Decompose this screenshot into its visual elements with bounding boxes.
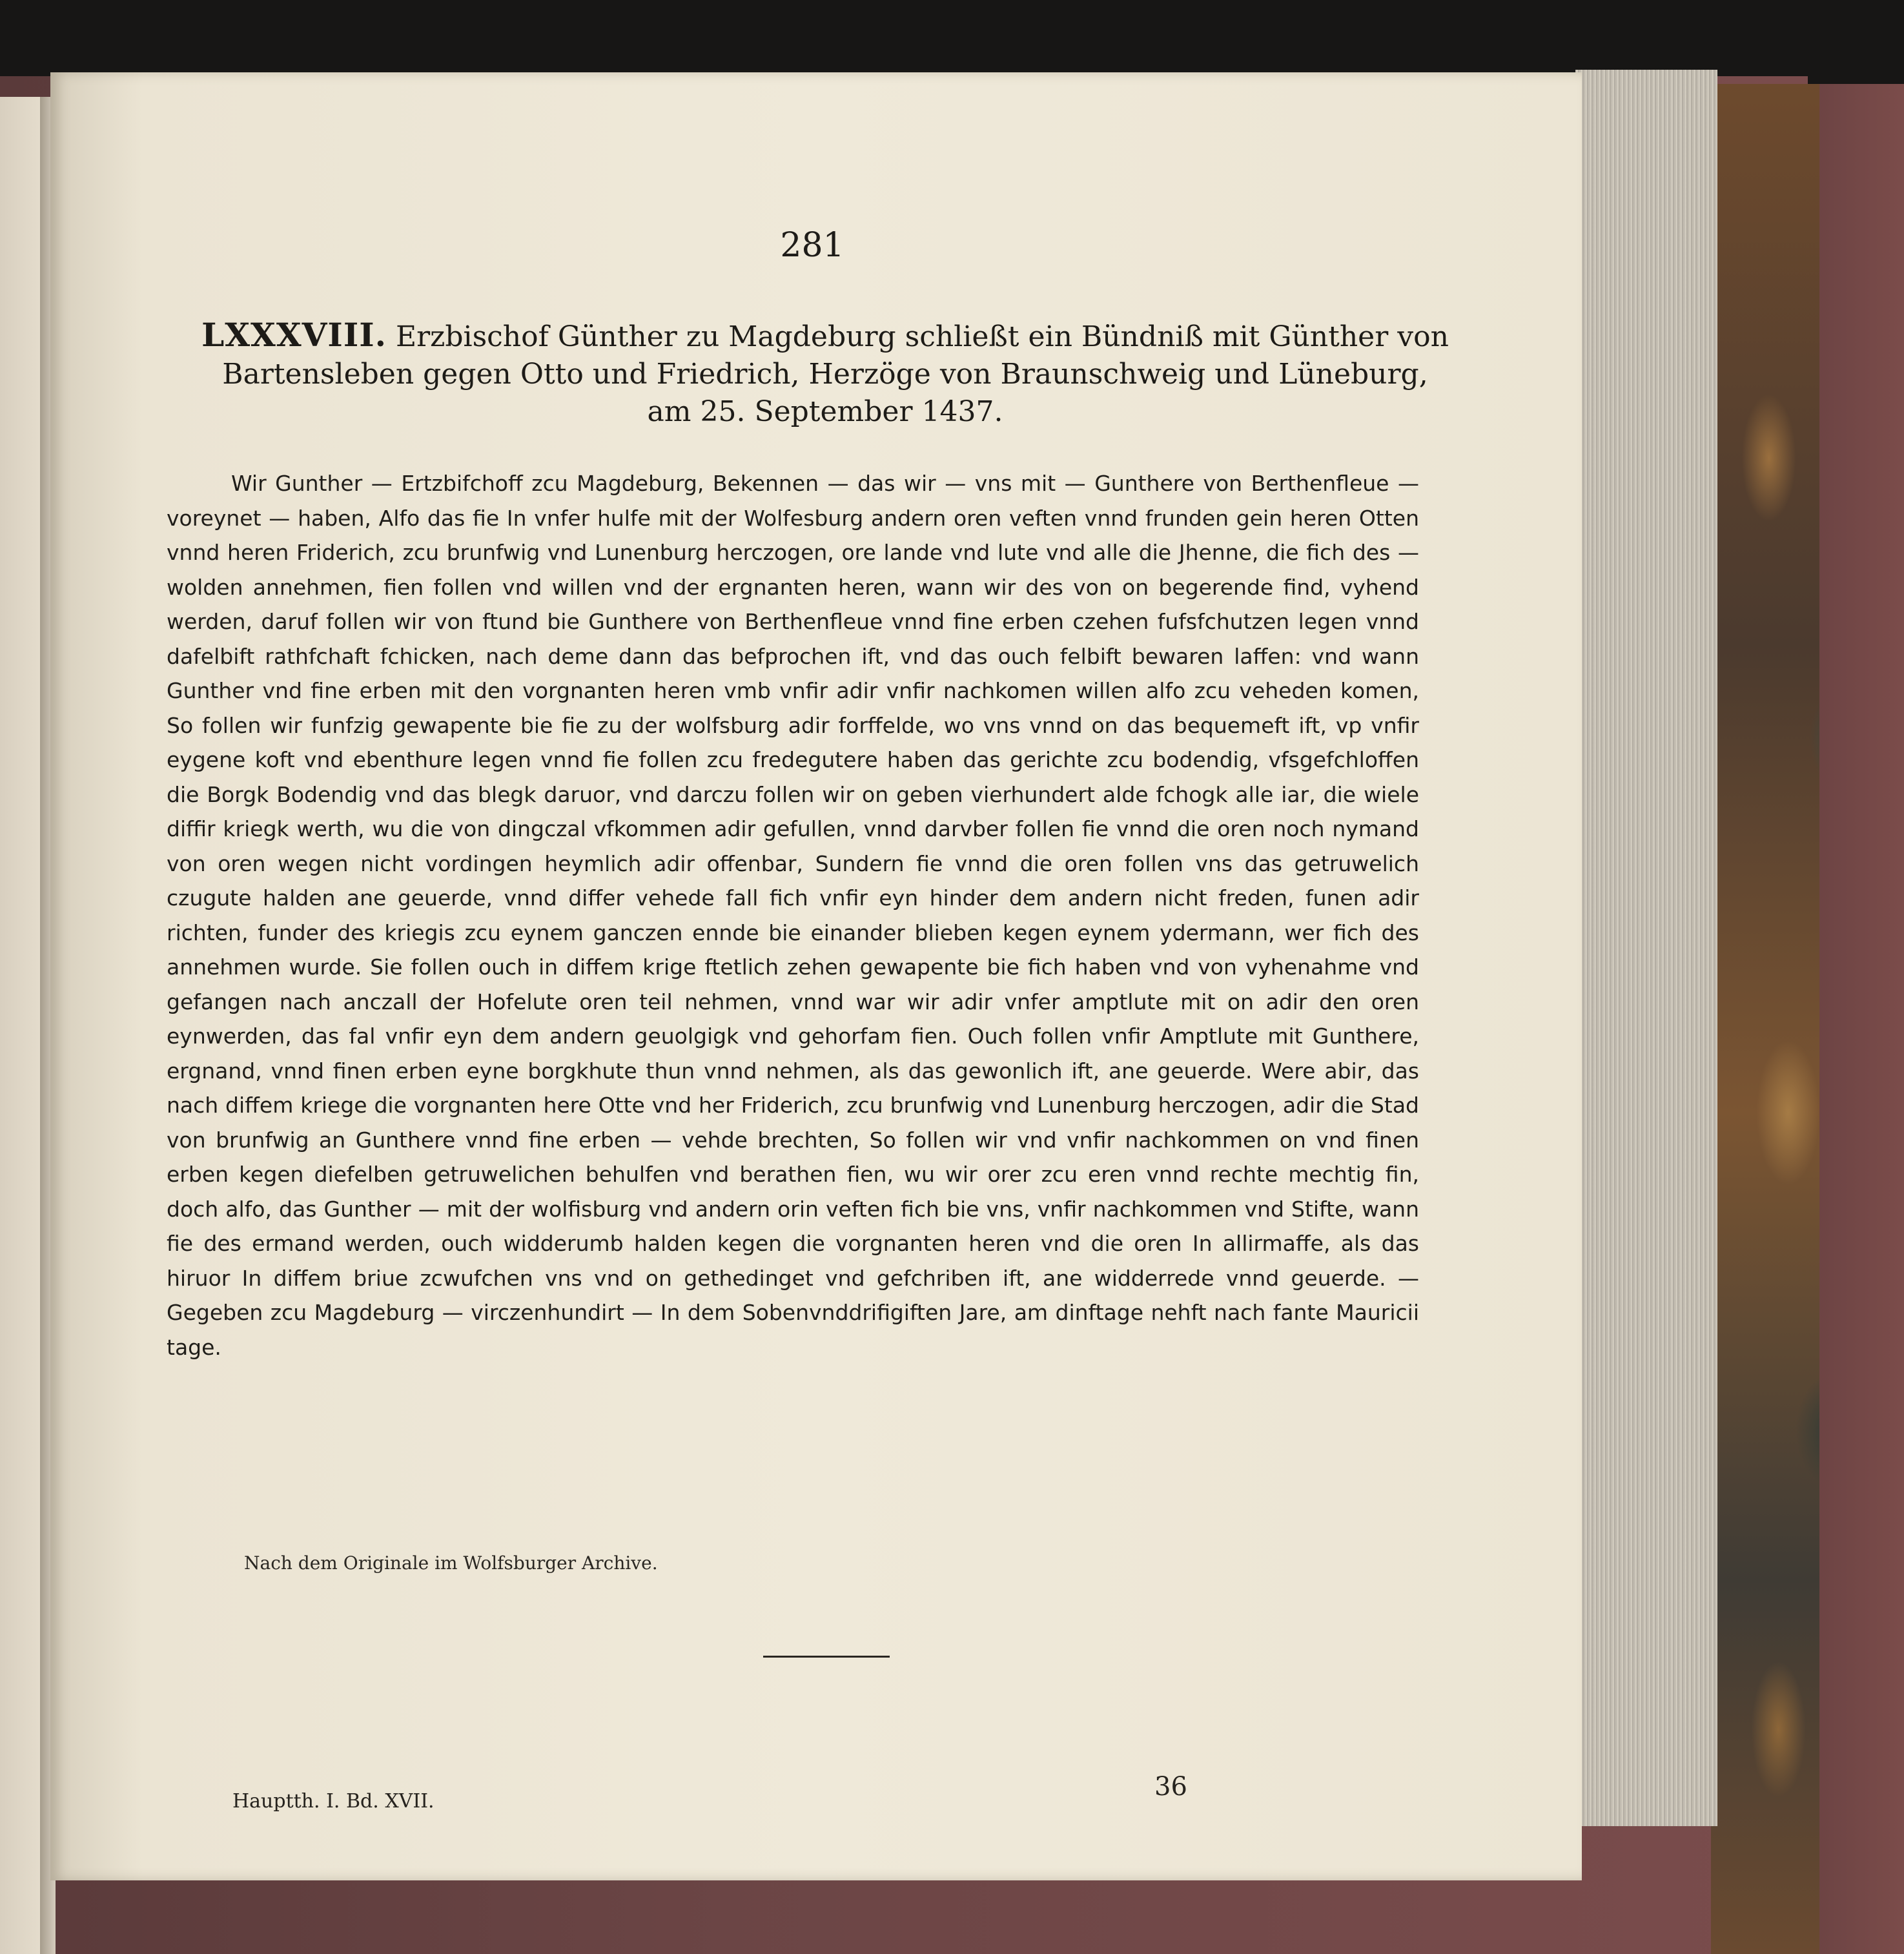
heading-number: LXXXVIII. — [201, 316, 387, 354]
document-heading — [179, 316, 1471, 431]
source-note: Nach dem Originale im Wolfsburger Archive. — [244, 1552, 658, 1574]
book-page — [50, 72, 1582, 1880]
page-number: 281 — [780, 226, 845, 265]
footer-volume: Hauptth. I. Bd. XVII. — [232, 1790, 435, 1813]
heading-line-1-text: Erzbischof Günther zu Magdeburg schließt ein Bündniß mit Günther von — [396, 320, 1449, 353]
heading-line-3: am 25. September 1437. — [647, 395, 1003, 428]
page-stack-edge — [1575, 70, 1717, 1826]
heading-line-1 — [179, 316, 1471, 356]
heading-line-2: Bartensleben gegen Otto und Friedrich, Herzöge von Braunschweig und Lüneburg, — [222, 358, 1428, 391]
divider-rule — [763, 1656, 890, 1658]
footer-signature: 36 — [1154, 1772, 1187, 1802]
document-body — [167, 466, 1419, 1364]
cover-rim — [1819, 84, 1904, 1954]
body-paragraph: Wir Gunther — Ertzbifchoff zcu Magdeburg, Bekennen — das wir — vns mit — Gunthere von Berthenfleue — voreynet — haben, Alfo das fie In vnfer hulfe mit der Wolfesburg andern oren veften vnnd frunden gein heren Otten vnnd heren Friderich, zcu brunfwig vnd Lunenburg herczogen, ore lande vnd lute vnd alle die Jhenne, die fich des — wolden annehmen, fien follen vnd willen vnd der ergnanten heren, wann wir des von on begerende find, vyhend werden, daruf follen wir von ftund bie Gunthere von Berthenfleue vnnd fine erben czehen fufsfchutzen legen vnnd dafelbift rathfchaft fchicken, nach deme dann das befprochen ift, vnd das ouch felbift bewaren laffen: vnd wann Gunther vnd fine erben mit den vorgnanten heren vmb vnfir adir vnfir nachkomen willen alfo zcu veheden komen, So follen wir funfzig gewapente bie fie zu der wolfsburg adir forffelde, wo vns vnnd on das bequemeft ift, vp vnfir eygene koft vnd ebenthure legen vnnd fie follen zcu fredegutere haben das gerichte zcu bodendig, vfsgefchloffen die Borgk Bodendig vnd das blegk daruor, vnd darczu follen wir on geben vierhundert alde fchogk alle iar, die wiele diffir kriegk werth, wu die von dingczal vfkommen adir gefullen, vnnd darvber follen fie vnnd die oren noch nymand von oren wegen nicht vordingen heymlich adir offenbar, Sundern fie vnnd die oren follen vns das getruwelich czugute halden ane geuerde, vnnd differ vehede fall fich vnfir eyn hinder dem andern nicht freden, funen adir richten, funder des kriegis zcu eynem ganczen ennde bie einander blieben kegen eynem ydermann, wer fich des annehmen wurde. Sie follen ouch in diffem krige ftetlich zehen gewapente bie fich haben vnd von vyhenahme vnd gefangen nach anczall der Hofelute oren teil nehmen, vnnd war wir adir vnfer amptlute mit on adir den oren eynwerden, das fal vnfir eyn dem andern geuolgigk vnd gehorfam fien. Ouch follen vnfir Amptlute mit Gunthere, ergnand, vnnd finen erben eyne borgkhute thun vnnd nehmen, als das gewonlich ift, ane geuerde. Were abir, das nach diffem kriege die vorgnanten here Otte vnd her Friderich, zcu brunfwig vnd Lunenburg herczogen, adir die Stad von brunfwig an Gunthere vnnd fine erben — vehde brechten, So follen wir vnd vnfir nachkommen on vnd finen erben kegen diefelben getruwelichen behulfen vnd berathen fien, wu wir orer zcu eren vnnd rechte mechtig fin, doch alfo, das Gunther — mit der wolfisburg vnd andern orin veften fich bie vns, vnfir nachkommen vnd Stifte, wann fie des ermand werden, ouch widderumb halden kegen die vorgnanten heren vnd die oren In allirmaffe, als das hiruor In diffem briue zcwufchen vns vnd on gethedinget vnd gefchriben ift, ane widderrede vnnd geuerde. — Gegeben zcu Magdeburg — virczenhundirt — In dem Sobenvnddrifigiften Jare, am dinftage nehft nach fante Mauricii tage. — [167, 471, 1419, 1360]
